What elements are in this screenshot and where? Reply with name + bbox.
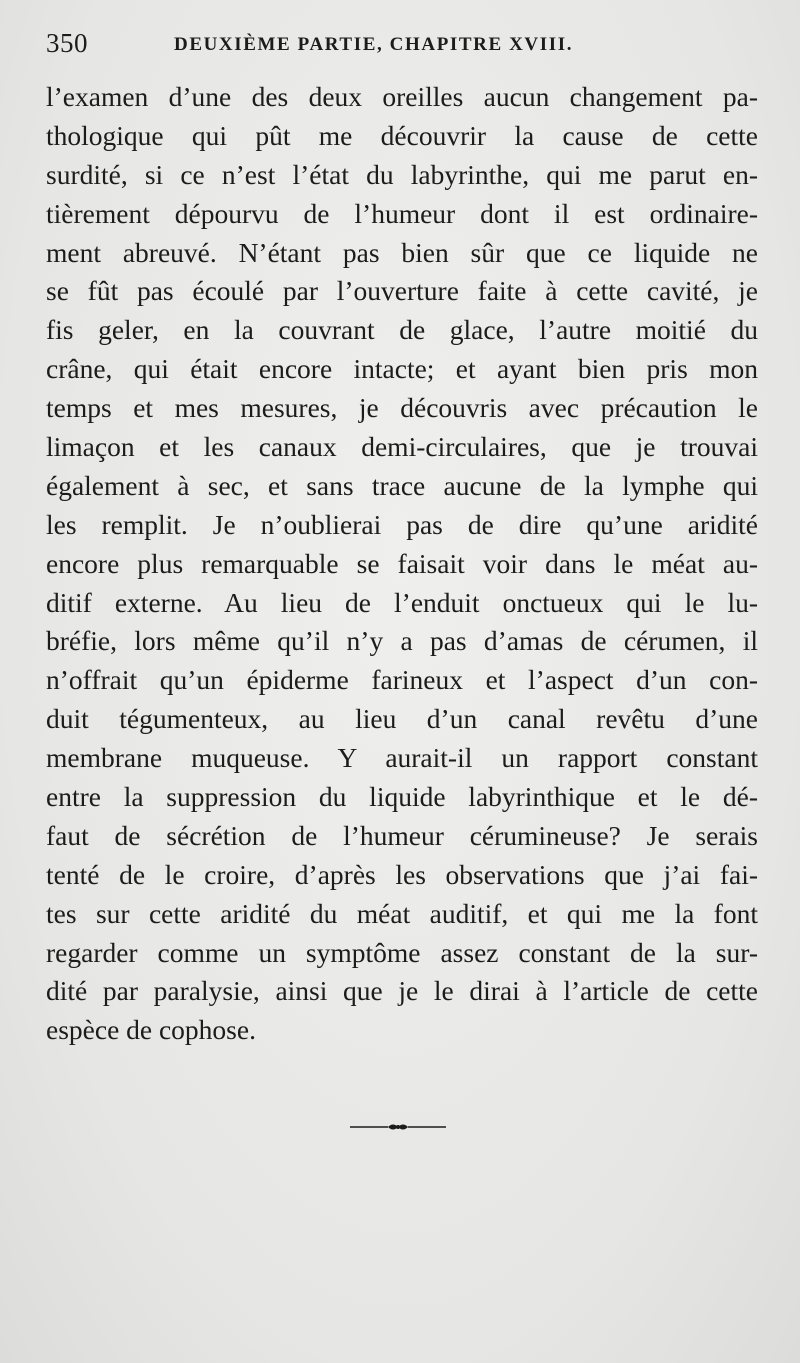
text-line: également à sec, et sans trace aucune de la lymphe qui [46,469,758,501]
text-line: dité par paralysie, ainsi que je le dirai à l’article de cette [46,975,758,1007]
text-line: encore plus remarquable se faisait voir dans le méat au- [46,547,758,579]
text-line: regarder comme un symptôme assez constant de la sur- [46,936,758,968]
text-line: ditif externe. Au lieu de l’enduit onctueux qui le lu- [46,586,758,618]
text-line: thologique qui pût me découvrir la cause de cette [46,119,758,151]
page-header [46,28,766,68]
text-line: surdité, si ce n’est l’état du labyrinthe, qui me parut en- [46,158,758,190]
text-line: temps et mes mesures, je découvris avec précaution le [46,392,758,424]
text-line: n’offrait qu’un épiderme farineux et l’aspect d’un con- [46,664,758,696]
text-line: les remplit. Je n’oublierai pas de dire qu’une aridité [46,508,758,540]
text-line: se fût pas écoulé par l’ouverture faite à cette cavité, je [46,275,758,307]
text-line: fis geler, en la couvrant de glace, l’autre moitié du [46,314,758,346]
text-line: tenté de le croire, d’après les observations que j’ai fai- [46,858,758,890]
text-line: espèce de cophose. [46,1014,256,1046]
text-line: entre la suppression du liquide labyrinthique et le dé- [46,781,758,813]
text-line: duit tégumenteux, au lieu d’un canal revêtu d’une [46,703,758,735]
body-text [46,78,758,1050]
text-line: bréfie, lors même qu’il n’y a pas d’amas de cérumen, il [46,625,758,657]
section-divider-ornament [348,1117,448,1137]
text-line: ment abreuvé. N’étant pas bien sûr que ce liquide ne [46,236,758,268]
text-line: l’examen d’une des deux oreilles aucun changement pa- [46,81,758,112]
running-head: DEUXIÈME PARTIE, CHAPITRE XVIII. [174,34,574,55]
text-line: limaçon et les canaux demi-circulaires, que je trouvai [46,431,758,463]
text-line: tes sur cette aridité du méat auditif, et qui me la font [46,897,758,929]
text-line: crâne, qui était encore intacte; et ayant bien pris mon [46,353,758,385]
text-line: tièrement dépourvu de l’humeur dont il est ordinaire- [46,197,758,229]
text-line: membrane muqueuse. Y aurait-il un rapport constant [46,742,758,774]
page-number: 350 [46,28,88,58]
text-line: faut de sécrétion de l’humeur cérumineuse? Je serais [46,819,758,851]
